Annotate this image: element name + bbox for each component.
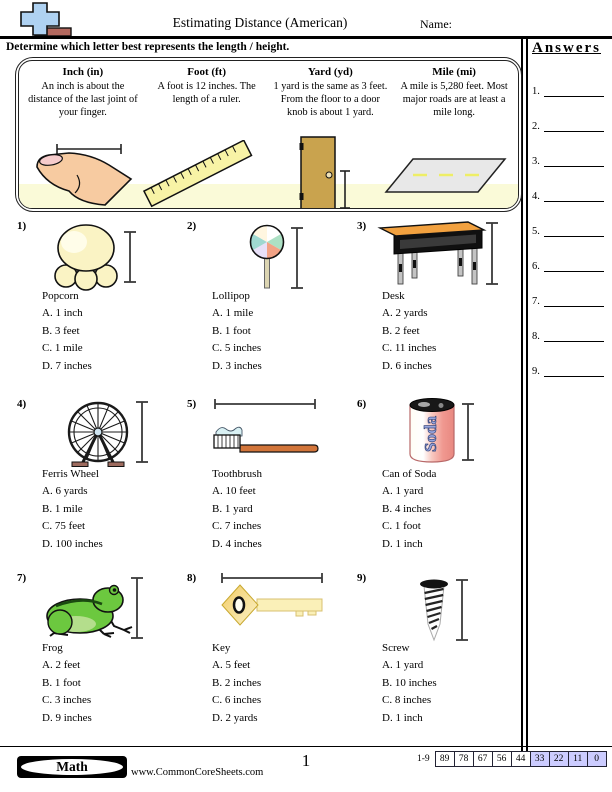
question-number: 7) [17,572,27,584]
question-8 [184,570,352,744]
answer-number: 6. [532,261,540,272]
reference-col-inch [21,66,145,119]
answer-number: 5. [532,226,540,237]
score-cell: 22 [549,752,568,766]
commoncoresheets-logo-icon [13,2,79,38]
score-cell: 33 [530,752,549,766]
ref-text: A foot is 12 inches. The length of a ruler. [157,81,256,105]
option-d: D. 9 inches [42,711,92,724]
question-label: Frog [42,642,63,654]
answer-blank[interactable] [544,187,604,202]
option-b: B. 3 feet [42,324,80,337]
option-d: D. 2 yards [212,711,258,724]
question-label: Toothbrush [212,468,262,480]
subject-badge [17,756,127,778]
answer-row-8 [532,326,604,342]
reference-col-yard [269,66,393,119]
option-c: C. 6 inches [212,694,262,706]
option-a: A. 1 yard [382,659,424,671]
option-b: B. 2 feet [382,324,420,337]
options-list [212,307,262,377]
option-d: D. 6 inches [382,359,432,372]
options-list [42,485,103,555]
popcorn-image [14,220,182,298]
subject-label: Math [20,758,124,776]
answer-blank[interactable] [544,292,604,307]
key-image [184,572,352,650]
question-number: 6) [357,398,367,410]
desk-image [354,220,522,298]
option-d: D. 3 inches [212,359,262,372]
answer-number: 9. [532,366,540,377]
question-1 [14,218,182,392]
ref-title: Inch (in) [62,66,104,78]
option-c: C. 7 inches [212,520,262,532]
reference-box-inner [18,60,519,209]
answer-number: 2. [532,121,540,132]
score-cell: 44 [511,752,530,766]
question-label: Desk [382,290,405,302]
score-cell: 89 [436,752,454,766]
website-text: www.CommonCoreSheets.com [131,767,264,778]
answer-blank[interactable] [544,117,604,132]
question-label: Can of Soda [382,468,437,480]
option-c: C. 11 inches [382,342,437,354]
option-a: A. 2 feet [42,659,81,671]
option-d: D. 4 inches [212,537,262,550]
question-number: 2) [187,220,197,232]
answer-blank[interactable] [544,82,604,97]
ref-text: An inch is about the distance of the last joint of your finger. [28,81,138,118]
score-cell: 78 [454,752,473,766]
option-c: C. 1 mile [42,342,83,354]
answers-divider-line [526,36,528,758]
question-label: Popcorn [42,290,79,302]
page-title: Estimating Distance (American) [172,15,348,30]
question-7 [14,570,182,744]
footer-rule [0,746,612,747]
option-a: A. 2 yards [382,307,428,319]
answer-row-7 [532,291,604,307]
question-label: Ferris Wheel [42,468,99,480]
question-2 [184,218,352,392]
score-cell: 0 [587,752,606,766]
page-number: 1 [301,751,311,770]
answer-blank[interactable] [544,152,604,167]
question-number: 1) [17,220,27,232]
question-label: Key [212,642,231,654]
question-3 [354,218,522,392]
answer-row-3 [532,151,604,167]
answers-panel [530,40,608,396]
answer-blank[interactable] [544,222,604,237]
reference-col-mile [392,66,516,119]
answers-title: Answers [532,40,601,56]
answer-number: 8. [532,331,540,342]
ref-text: A mile is 5,280 feet. Most major roads are at least a mile long. [400,81,508,118]
soda-can-image [354,398,522,476]
frog-image [14,572,182,650]
question-label: Lollipop [212,290,250,302]
question-number: 5) [187,398,197,410]
finger-icon [29,141,141,207]
question-number: 8) [187,572,197,584]
option-b: B. 1 foot [42,676,81,689]
answer-row-4 [532,186,604,202]
option-b: B. 2 inches [212,676,262,689]
question-number: 9) [357,572,367,584]
score-table [417,751,607,767]
option-b: B. 1 mile [42,502,83,515]
reference-grid [19,61,518,119]
question-label: Screw [382,642,410,654]
answer-number: 3. [532,156,540,167]
options-list [42,659,92,729]
ref-text: 1 yard is the same as 3 feet. From the floor to a door knob is about 1 yard. [273,81,388,118]
question-9 [354,570,522,744]
options-list [382,659,437,729]
option-b: B. 1 yard [212,502,253,515]
instruction-text: Determine which letter best represents the length / height. [6,41,290,53]
answer-number: 4. [532,191,540,202]
option-a: A. 10 feet [212,485,256,497]
question-number: 4) [17,398,27,410]
option-c: C. 75 feet [42,520,86,532]
option-a: A. 1 yard [382,485,424,497]
option-b: B. 10 inches [382,676,437,689]
option-c: C. 1 foot [382,520,421,532]
options-list [382,485,431,555]
screw-image [354,572,522,650]
answer-blank[interactable] [544,362,604,377]
options-list [212,485,262,555]
score-range-label: 1-9 [417,754,430,764]
answer-row-1 [532,81,604,97]
answer-row-5 [532,221,604,237]
answer-number: 1. [532,86,540,97]
ref-title: Yard (yd) [307,66,353,78]
reference-col-foot [145,66,269,119]
score-cell: 56 [492,752,511,766]
toothbrush-image [184,398,352,476]
ref-title: Mile (mi) [432,66,476,78]
option-d: D. 7 inches [42,359,92,372]
name-label: Name: [420,17,452,31]
answer-row-2 [532,116,604,132]
option-a: A. 5 feet [212,659,251,671]
option-c: C. 5 inches [212,342,262,354]
score-cell: 11 [568,752,587,766]
answer-number: 7. [532,296,540,307]
answer-blank[interactable] [544,257,604,272]
answer-blank[interactable] [544,327,604,342]
lollipop-image [184,220,352,298]
options-list [212,659,261,729]
option-d: D. 1 inch [382,537,423,550]
options-list [382,307,436,377]
answer-row-9 [532,361,604,377]
soda-can-label: Soda [420,416,440,452]
question-6 [354,396,522,570]
option-a: A. 1 mile [212,307,254,319]
answer-row-6 [532,256,604,272]
option-b: B. 1 foot [212,324,251,337]
road-icon [383,156,517,196]
option-c: C. 8 inches [382,694,432,706]
ferris-wheel-image [14,398,182,476]
option-d: D. 100 inches [42,537,103,550]
reference-box [15,57,522,212]
ruler-icon [143,140,265,208]
question-number: 3) [357,220,367,232]
options-list [42,307,92,377]
door-icon [297,135,353,209]
question-4 [14,396,182,570]
score-cells [435,751,607,767]
ref-title: Foot (ft) [187,66,227,78]
option-a: A. 1 inch [42,307,83,319]
option-c: C. 3 inches [42,694,92,706]
score-cell: 67 [473,752,492,766]
option-b: B. 4 inches [382,502,432,515]
option-d: D. 1 inch [382,711,423,724]
option-a: A. 6 yards [42,485,88,497]
question-5 [184,396,352,570]
